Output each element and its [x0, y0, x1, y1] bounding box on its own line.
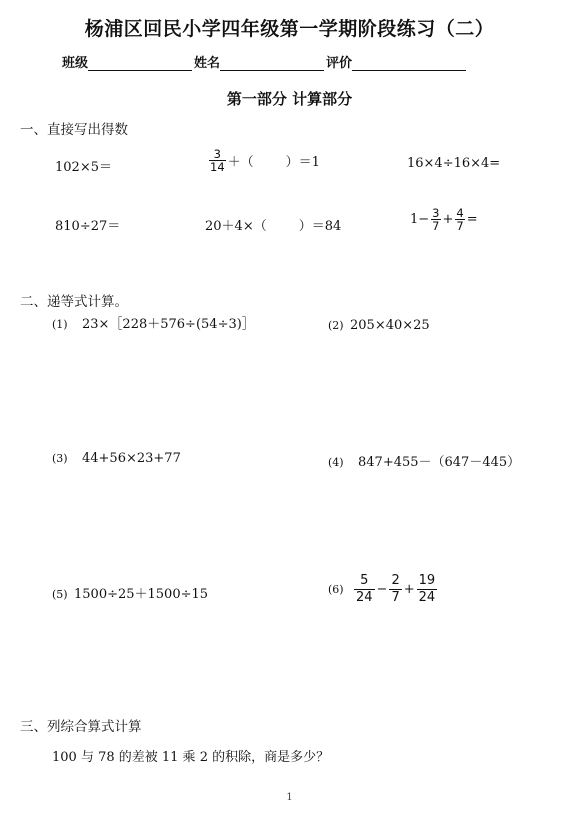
- section2-heading: 二、递等式计算。: [20, 294, 128, 310]
- fraction: $\frac{4}{7}$: [456, 206, 464, 234]
- fraction: $\frac{2}{7}$: [391, 573, 400, 605]
- class-blank[interactable]: [88, 56, 192, 71]
- class-label: 班级: [62, 56, 89, 71]
- stepwise-problem-6: (6) $\frac{5}{24}$ − $\frac{2}{7}$ + $\frac{19}{24}$: [328, 573, 436, 605]
- oral-problem-5: 20＋4×（ ）＝84: [205, 219, 342, 234]
- stepwise-problem-4: (4) 847+455－（647－445）: [328, 455, 521, 470]
- name-blank[interactable]: [220, 56, 324, 71]
- name-label: 姓名: [194, 56, 221, 71]
- stepwise-problem-5: (5) 1500÷25＋1500÷15: [52, 587, 209, 602]
- fraction: $\frac{19}{24}$: [418, 573, 436, 605]
- oral-problem-3: 16×4÷16×4=: [407, 156, 501, 171]
- student-info-row: [62, 52, 468, 71]
- section3-heading: 三、列综合算式计算: [20, 719, 142, 735]
- fraction: $\frac{3}{14}$: [210, 147, 225, 175]
- part-subtitle: 第一部分 计算部分: [226, 90, 353, 108]
- fraction: $\frac{5}{24}$: [356, 573, 373, 605]
- oral-problem-6: 1− $\frac{3}{7}$ + $\frac{4}{7}$ =: [410, 206, 478, 234]
- oral-problem-2: $\frac{3}{14}$ ＋（ ）＝1: [210, 147, 320, 175]
- stepwise-problem-1: (1) 23×［228＋576÷(54÷3)］: [52, 317, 255, 332]
- stepwise-problem-3: (3) 44+56×23+77: [52, 451, 181, 466]
- oral-problem-1: 102×5＝: [55, 160, 112, 175]
- page-title: 杨浦区回民小学四年级第一学期阶段练习（二）: [84, 18, 495, 40]
- stepwise-problem-2: (2) 205×40×25: [328, 318, 430, 333]
- word-problem: 100 与 78 的差被 11 乘 2 的积除，商是多少？: [52, 750, 330, 765]
- fraction: $\frac{3}{7}$: [432, 206, 440, 234]
- grade-blank[interactable]: [352, 56, 466, 71]
- oral-problem-4: 810÷27＝: [55, 219, 121, 234]
- grade-label: 评价: [326, 56, 353, 71]
- section1-heading: 一、直接写出得数: [20, 122, 128, 138]
- page-number: 1: [286, 792, 293, 803]
